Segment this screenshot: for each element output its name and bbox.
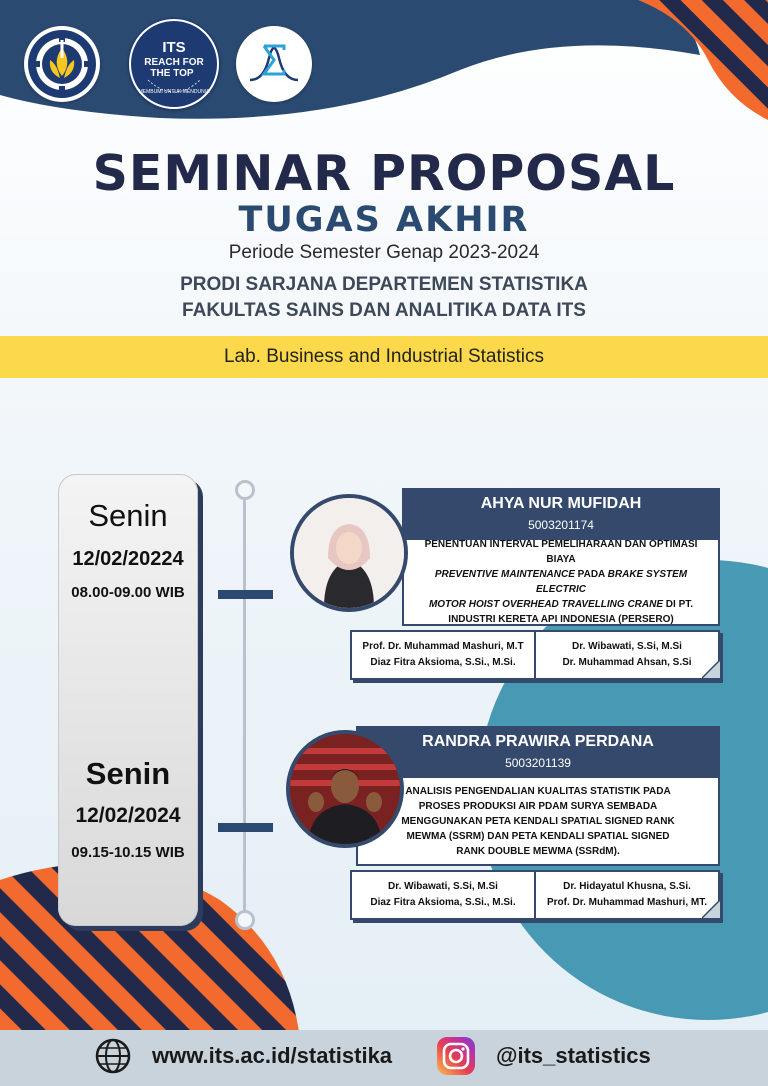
sub-title: TUGAS AKHIR [238, 200, 530, 240]
thesis-title-line: MENGGUNAKAN PETA KENDALI SPATIAL SIGNED RANK [401, 815, 675, 827]
lab-name: Lab. Business and Industrial Statistics [223, 346, 544, 367]
schedule-card [58, 474, 198, 926]
its-logo-text: ITS [162, 39, 186, 56]
timeline-start-dot [235, 480, 255, 500]
schedule-time: 09.15-10.15 WIB [71, 844, 185, 861]
schedule-date: 12/02/20224 [72, 548, 184, 570]
its-reach-for-the-top-logo [128, 18, 220, 110]
advisors-right [534, 872, 718, 918]
thesis-title-line: PENENTUAN INTERVAL PEMELIHARAAN DAN OPTIMASI BIAYA [424, 539, 698, 565]
page-fold-icon [702, 660, 720, 678]
presenter-name-bar [402, 488, 720, 540]
thesis-title [401, 784, 674, 859]
advisors-left [352, 872, 534, 918]
advisor-name: Dr. Wibawati, S.Si, M.Si [572, 641, 682, 652]
department-line: PRODI SARJANA DEPARTEMEN STATISTIKA [180, 274, 588, 295]
advisors-box [350, 870, 720, 920]
timeline-connector [218, 590, 273, 599]
advisors-left [352, 632, 534, 678]
its-logo-text-reach: REACH FOR [144, 57, 204, 68]
advisor-name: Dr. Hidayatul Khusna, S.Si. [563, 881, 691, 892]
advisor-name: Diaz Fitra Aksioma, S.Si., M.Si. [370, 897, 516, 908]
thesis-title-line: RANK DOUBLE MEWMA (SSRdM). [456, 845, 620, 857]
presenter-photo [290, 494, 408, 612]
its-emblem-logo [24, 26, 100, 102]
website-link[interactable]: www.its.ac.id/statistika [152, 1043, 393, 1068]
schedule-date: 12/02/2024 [75, 804, 181, 827]
globe-icon [94, 1037, 132, 1075]
schedule-day: Senin [88, 498, 168, 533]
schedule-time: 08.00-09.00 WIB [71, 584, 185, 601]
instagram-icon [437, 1037, 475, 1075]
advisor-name: Dr. Wibawati, S.Si, M.Si [388, 881, 498, 892]
advisors-box [350, 630, 720, 680]
statistics-sigma-logo [236, 26, 312, 102]
presenter-photo [286, 730, 404, 848]
advisor-name: Dr. Muhammad Ahsan, S.Si [562, 657, 692, 668]
thesis-title [414, 537, 708, 627]
advisor-name: Diaz Fitra Aksioma, S.Si., M.Si. [370, 657, 516, 668]
presenter-name: RANDRA PRAWIRA PERDANA [422, 733, 654, 750]
advisors-right [534, 632, 718, 678]
thesis-title-line [414, 597, 708, 612]
thesis-title-italic: BRAKE SYSTEM ELECTRIC [536, 569, 688, 595]
advisor-name: Prof. Dr. Muhammad Mashuri, M.T [362, 641, 524, 652]
main-title: SEMINAR PROPOSAL [92, 145, 676, 202]
thesis-title-line: ANALISIS PENGENDALIAN KUALITAS STATISTIK PADA [405, 785, 671, 797]
thesis-title-italic: MOTOR HOIST OVERHEAD TRAVELLING CRANE [428, 599, 664, 610]
presenter-nrp: 5003201139 [505, 756, 571, 770]
thesis-title-text: PADA [574, 569, 608, 580]
department-block [0, 272, 768, 324]
thesis-title-box [402, 540, 720, 626]
presenter-name-bar [356, 726, 720, 778]
schedule-day: Senin [85, 756, 171, 791]
faculty-line: FAKULTAS SAINS DAN ANALITIKA DATA ITS [182, 300, 586, 321]
thesis-title-line: PROSES PRODUKSI AIR PDAM SURYA SEMBADA [418, 800, 658, 812]
lab-banner [0, 336, 768, 378]
thesis-title-line: INDUSTRI KERETA API INDONESIA (PERSERO) [448, 614, 674, 625]
thesis-title-text: DI PT. [663, 599, 694, 610]
thesis-title-box [356, 778, 720, 866]
timeline-connector [218, 823, 273, 832]
presenter-name: AHYA NUR MUFIDAH [480, 495, 642, 512]
period-text: Periode Semester Genap 2023-2024 [228, 242, 540, 263]
its-logo-arc-text: MEMBUMI UNTUK MENDUNIA [138, 89, 210, 95]
thesis-title-line [414, 567, 708, 597]
advisor-name: Prof. Dr. Muhammad Mashuri, MT. [546, 897, 708, 908]
page-fold-icon [702, 900, 720, 918]
timeline-end-dot [235, 910, 255, 930]
timeline-line [243, 494, 246, 914]
thesis-title-line: MEWMA (SSRM) DAN PETA KENDALI SPATIAL SIGNED [406, 830, 670, 842]
top-right-stripes-decoration [638, 0, 768, 120]
presenter-nrp: 5003201174 [528, 518, 594, 532]
thesis-title-italic: PREVENTIVE MAINTENANCE [434, 569, 575, 580]
its-logo-text-top: THE TOP [150, 68, 194, 79]
instagram-handle[interactable]: @its_statistics [496, 1043, 651, 1068]
